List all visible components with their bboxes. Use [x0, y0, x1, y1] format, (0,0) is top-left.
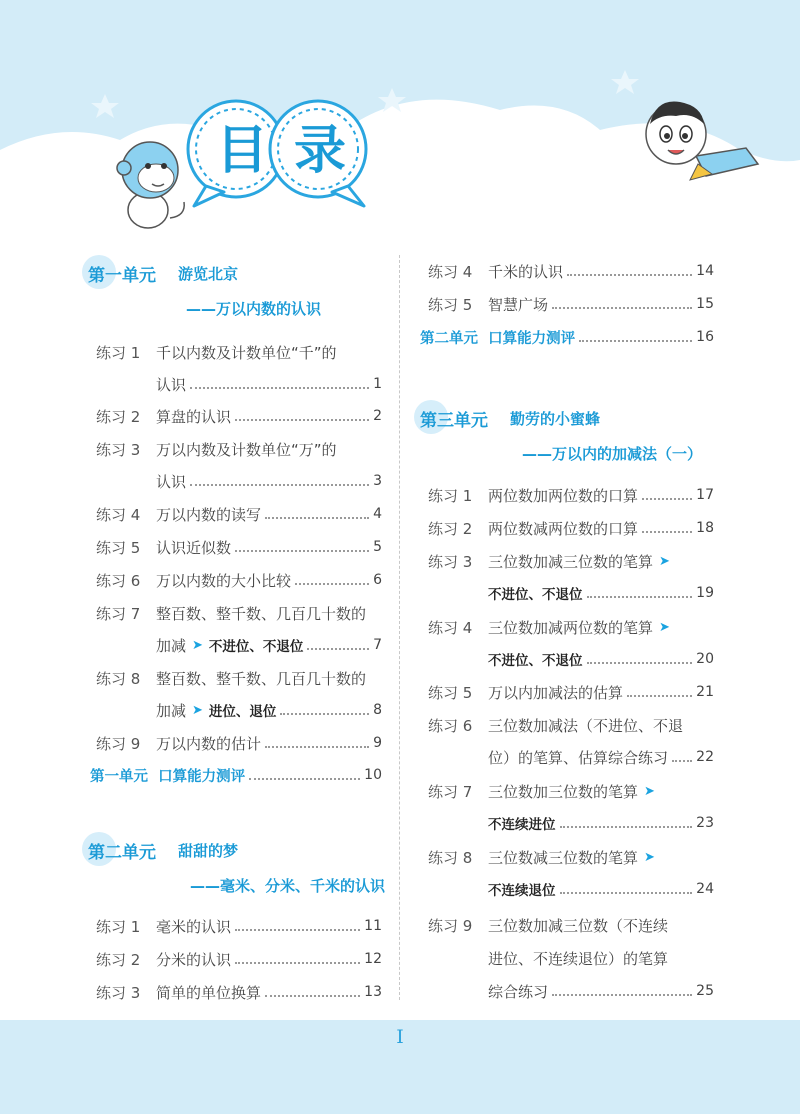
toc-item-u3-1[interactable]: [428, 483, 714, 507]
unit1-name: 游览北京: [178, 264, 239, 283]
unit3-name: 勤劳的小蜜蜂: [510, 409, 601, 428]
item-title: 整百数、整千数、几百几十数的: [156, 604, 367, 623]
item-title-cont: 位）的笔算、估算综合练习: [488, 748, 669, 767]
toc-item-u3-3-cont[interactable]: [488, 581, 714, 605]
item-title-cont: 加减: [156, 636, 187, 655]
item-label: 练习 5: [428, 683, 473, 702]
item-page: 16: [696, 329, 714, 345]
toc-item-u3-3[interactable]: [428, 549, 718, 573]
item-tag: 不进位、不退位: [488, 587, 583, 603]
item-page: 7: [373, 637, 382, 653]
item-tag: 不进位、不退位: [488, 653, 583, 669]
chevron-right-icon: ➤: [644, 783, 655, 799]
item-label: 练习 2: [428, 519, 473, 538]
unit1-subtitle: ——万以内数的认识: [186, 300, 322, 318]
item-page: 13: [364, 984, 382, 1000]
toc-item-u1-7[interactable]: [96, 601, 386, 625]
item-title: 千以内数及计数单位“千”的: [156, 343, 337, 362]
item-page: 17: [696, 487, 714, 503]
unit2-badge: 第二单元: [88, 838, 156, 863]
item-page: 9: [373, 735, 382, 751]
title-char-1: 目: [215, 121, 268, 181]
item-page: 23: [696, 815, 714, 831]
item-title: 整百数、整千数、几百几十数的: [156, 669, 367, 688]
item-title: 认识近似数: [156, 538, 232, 557]
item-page: 2: [373, 408, 382, 424]
toc-item-u2-5[interactable]: [428, 292, 714, 316]
item-tag: 进位、退位: [208, 704, 277, 720]
item-page: 11: [364, 918, 382, 934]
toc-item-u2-3[interactable]: [96, 980, 382, 1004]
item-page: 22: [696, 749, 714, 765]
item-title-cont: 综合练习: [488, 982, 549, 1001]
item-page: 10: [364, 767, 382, 783]
toc-item-u1-8-cont[interactable]: [156, 698, 382, 722]
item-page: 19: [696, 585, 714, 601]
toc-item-u1-9[interactable]: [96, 731, 382, 755]
item-tag: 不连续退位: [488, 883, 556, 899]
toc-item-u1-1[interactable]: [96, 340, 386, 364]
item-label: 练习 4: [428, 618, 473, 637]
item-page: 8: [373, 702, 382, 718]
item-page: 12: [364, 951, 382, 967]
toc-item-u2-4[interactable]: [428, 259, 714, 283]
item-title: 分米的认识: [156, 950, 232, 969]
chevron-right-icon: ➤: [192, 637, 203, 653]
item-label: 练习 1: [428, 486, 473, 505]
item-title: 智慧广场: [488, 295, 549, 314]
toc-item-u3-7[interactable]: [428, 779, 718, 803]
toc-item-u3-2[interactable]: [428, 516, 714, 540]
unit2-name: 甜甜的梦: [178, 841, 239, 860]
item-label: 练习 6: [428, 716, 473, 735]
item-label: 练习 5: [96, 538, 141, 557]
item-title: 算盘的认识: [156, 407, 232, 426]
unit1-title: [88, 258, 238, 288]
toc-unit1-test[interactable]: [90, 763, 382, 787]
item-page: 15: [696, 296, 714, 312]
toc-item-u3-8[interactable]: [428, 845, 718, 869]
item-page: 24: [696, 881, 714, 897]
unit2-title: [88, 835, 238, 865]
item-page: 25: [696, 983, 714, 999]
toc-item-u3-5[interactable]: [428, 680, 714, 704]
item-title: 三位数加三位数的笔算: [488, 782, 639, 801]
item-label: 练习 4: [96, 505, 141, 524]
item-page: 5: [373, 539, 382, 555]
item-title: 三位数加减法（不进位、不退: [488, 716, 684, 735]
toc-item-u3-4-cont[interactable]: [488, 647, 714, 671]
unit3-subtitle: ——万以内的加减法（一）: [522, 445, 703, 463]
item-title: 两位数减两位数的口算: [488, 519, 639, 538]
item-label: 练习 3: [96, 440, 141, 459]
toc-item-u3-9-cont2[interactable]: [488, 979, 714, 1003]
item-label: 练习 9: [96, 734, 141, 753]
item-page: 14: [696, 263, 714, 279]
toc-item-u1-2[interactable]: [96, 404, 382, 428]
boy-mascot-icon: [636, 94, 766, 190]
item-label: 练习 3: [428, 552, 473, 571]
toc-item-u3-7-cont[interactable]: [488, 811, 714, 835]
item-title: 三位数减三位数的笔算: [488, 848, 639, 867]
toc-item-u1-7-cont[interactable]: [156, 633, 382, 657]
test-title: 第一单元 口算能力测评: [90, 768, 246, 785]
item-title: 三位数加减三位数（不连续: [488, 916, 669, 935]
item-page: 20: [696, 651, 714, 667]
item-title-cont: 进位、不连续退位）的笔算: [488, 949, 669, 968]
item-title: 简单的单位换算: [156, 983, 262, 1002]
item-title: 万以内数的大小比较: [156, 571, 292, 590]
item-title-cont: 加减: [156, 701, 187, 720]
item-page: 1: [373, 376, 382, 392]
item-title: 万以内数的估计: [156, 734, 262, 753]
toc-item-u1-4[interactable]: [96, 502, 382, 526]
column-divider: [399, 255, 400, 1000]
monkey-mascot-icon: [112, 132, 190, 232]
toc-item-u1-5[interactable]: [96, 535, 382, 559]
item-title: 两位数加两位数的口算: [488, 486, 639, 505]
item-label: 练习 8: [428, 848, 473, 867]
title-char-2: 录: [293, 121, 346, 181]
item-label: 练习 1: [96, 343, 141, 362]
item-title: 毫米的认识: [156, 917, 232, 936]
item-label: 练习 2: [96, 407, 141, 426]
item-label: 练习 9: [428, 916, 473, 935]
test-title: 第二单元 口算能力测评: [420, 330, 576, 347]
page-number: I: [396, 1026, 404, 1048]
item-title: 万以内加减法的估算: [488, 683, 624, 702]
chevron-right-icon: ➤: [659, 553, 670, 569]
item-label: 练习 7: [96, 604, 141, 623]
item-title: 三位数加减三位数的笔算: [488, 552, 654, 571]
chevron-right-icon: ➤: [659, 619, 670, 635]
unit3-badge: 第三单元: [420, 406, 488, 431]
item-page: 4: [373, 506, 382, 522]
item-label: 练习 5: [428, 295, 473, 314]
item-title: 万以内数的读写: [156, 505, 262, 524]
item-title: 三位数加减两位数的笔算: [488, 618, 654, 637]
item-page: 6: [373, 572, 382, 588]
item-title-cont: 认识: [156, 375, 187, 394]
chevron-right-icon: ➤: [192, 702, 203, 718]
toc-item-u1-3-cont[interactable]: [156, 469, 382, 493]
toc-item-u1-1-cont[interactable]: [156, 372, 382, 396]
item-label: 练习 1: [96, 917, 141, 936]
unit3-title: [420, 403, 600, 433]
item-label: 练习 7: [428, 782, 473, 801]
item-page: 3: [373, 473, 382, 489]
toc-item-u3-4[interactable]: [428, 615, 718, 639]
item-label: 练习 8: [96, 669, 141, 688]
item-label: 练习 6: [96, 571, 141, 590]
unit2-subtitle: ——毫米、分米、千米的认识: [190, 877, 386, 895]
toc-item-u1-3[interactable]: [96, 437, 386, 461]
item-tag: 不连续进位: [488, 817, 556, 833]
item-label: 练习 3: [96, 983, 141, 1002]
toc-item-u3-6[interactable]: [428, 713, 718, 737]
toc-item-u3-8-cont[interactable]: [488, 877, 714, 901]
chevron-right-icon: ➤: [644, 849, 655, 865]
item-label: 练习 4: [428, 262, 473, 281]
toc-item-u3-6-cont[interactable]: [488, 745, 714, 769]
toc-item-u3-9[interactable]: [428, 913, 718, 937]
item-page: 18: [696, 520, 714, 536]
toc-item-u3-9-cont[interactable]: [488, 946, 714, 970]
item-title-cont: 认识: [156, 472, 187, 491]
toc-item-u2-2[interactable]: [96, 947, 382, 971]
item-title: 千米的认识: [488, 262, 564, 281]
item-tag: 不进位、不退位: [208, 639, 304, 655]
toc-item-u1-6[interactable]: [96, 568, 382, 592]
toc-item-u2-1[interactable]: [96, 914, 382, 938]
toc-unit2-test[interactable]: [420, 325, 714, 349]
toc-item-u1-8[interactable]: [96, 666, 386, 690]
item-page: 21: [696, 684, 714, 700]
item-title: 万以内数及计数单位“万”的: [156, 440, 337, 459]
item-label: 练习 2: [96, 950, 141, 969]
unit1-badge: 第一单元: [88, 261, 156, 286]
